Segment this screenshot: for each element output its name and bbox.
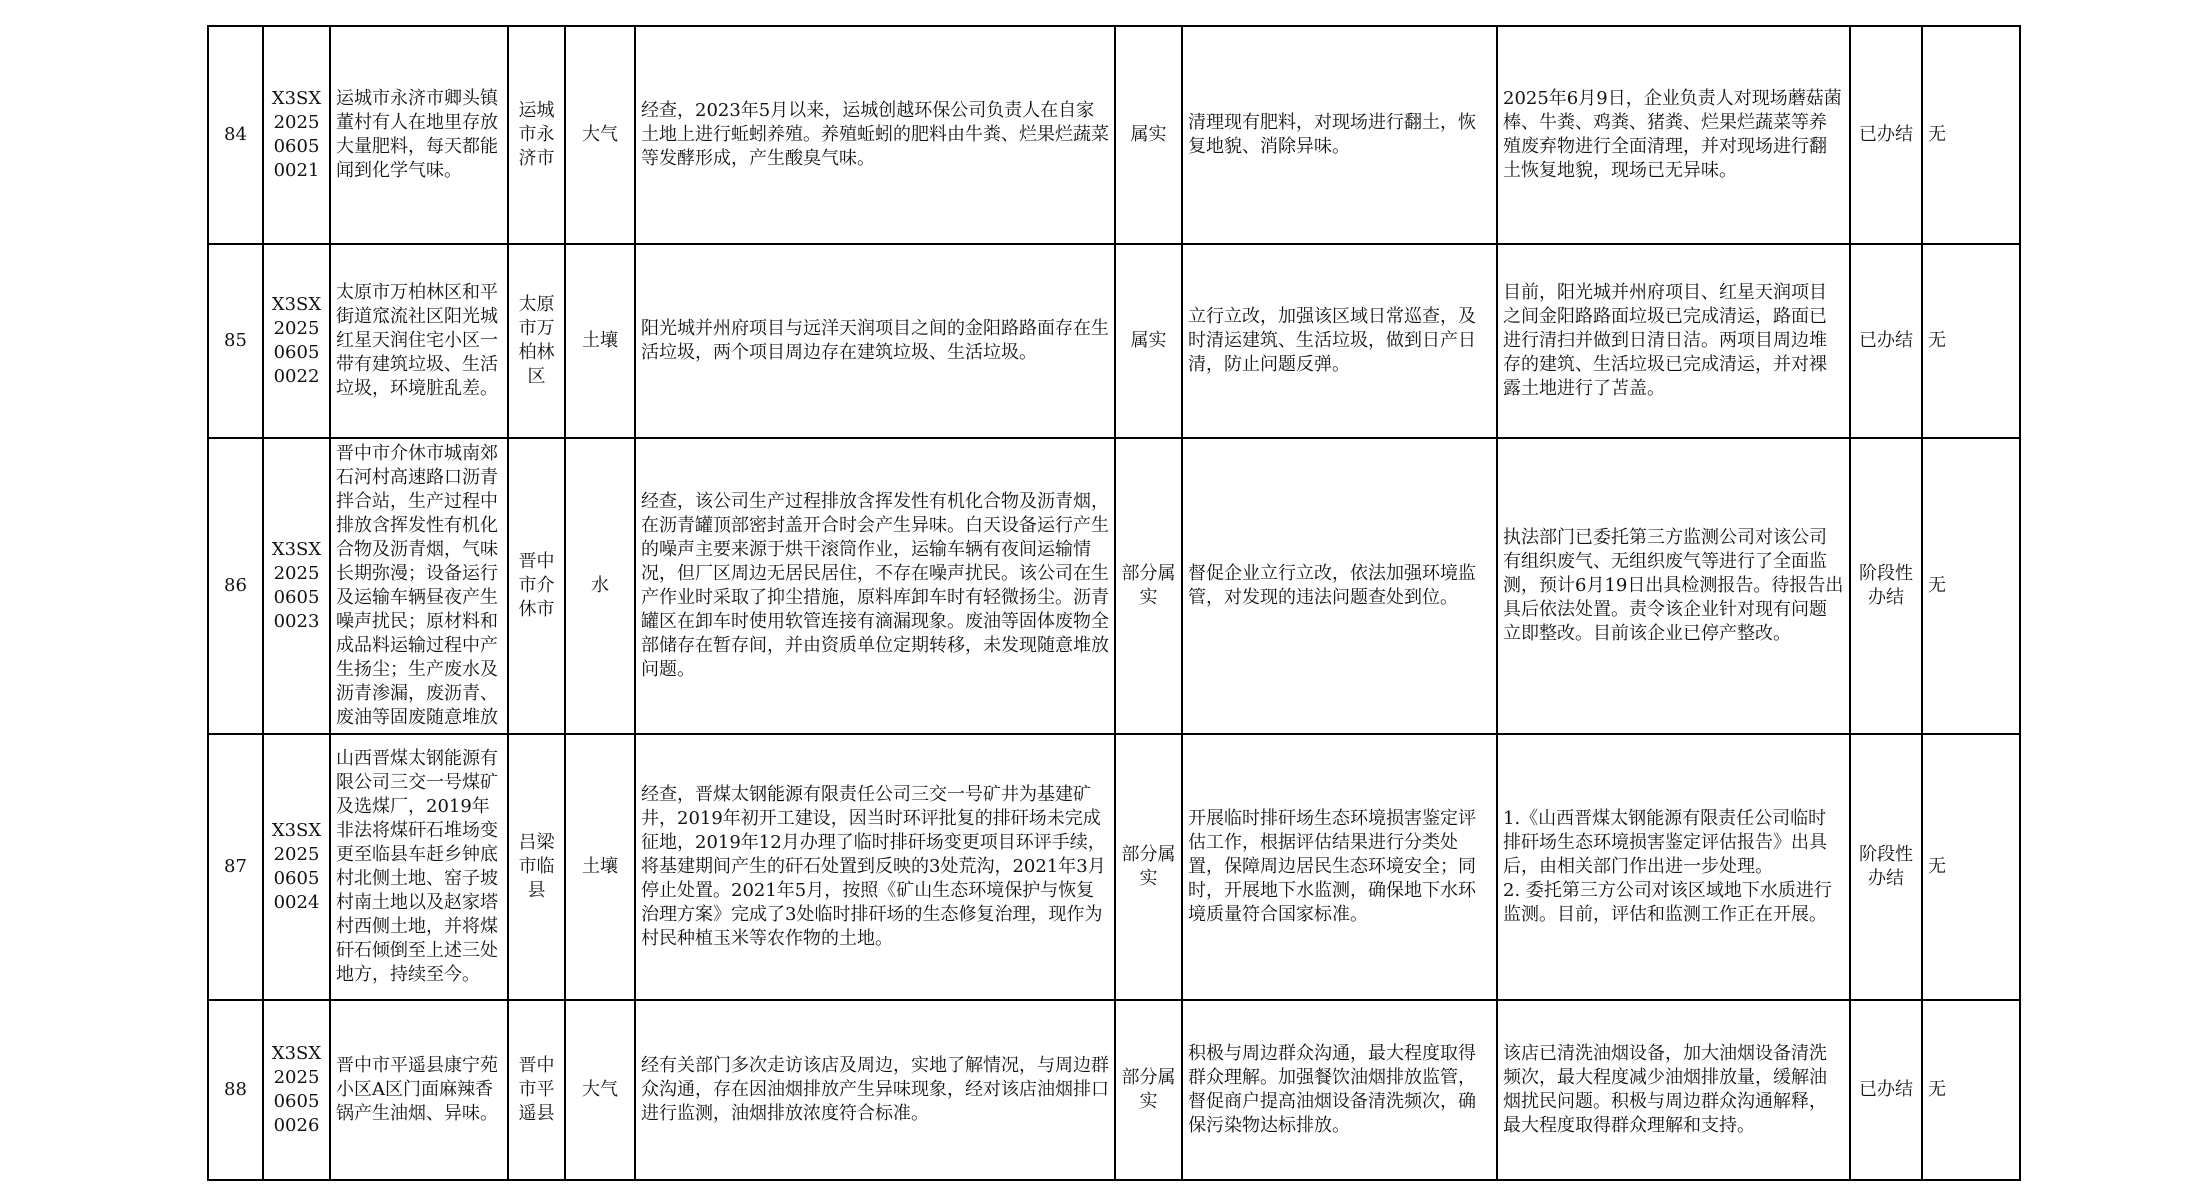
seq-cell: 88 <box>208 1000 263 1180</box>
table-row <box>208 244 2020 438</box>
measures-cell: 清理现有肥料，对现场进行翻土，恢复地貌、消除异味。 <box>1182 26 1497 244</box>
status-cell: 已办结 <box>1850 1000 1922 1180</box>
code-cell: X3SX20250605 0021 <box>263 26 330 244</box>
measures-cell: 督促企业立行立改，依法加强环境监管，对发现的违法问题查处到位。 <box>1182 438 1497 734</box>
seq-cell: 85 <box>208 244 263 438</box>
investigation-cell: 经查，该公司生产过程排放含挥发性有机化合物及沥青烟，在沥青罐顶部密封盖开合时会产生异味。白天设备运行产生的噪声主要来源于烘干滚筒作业，运输车辆有夜间运输情况，但厂区周边无居民居住，不存在噪声扰民。该公司在生产作业时采取了抑尘措施，原料库卸车时有轻微扬尘。沥青罐区在卸车时使用软管连接有滴漏现象。废油等固体废物全部储存在暂存间，并由资质单位定期转移，未发现随意堆放问题。 <box>635 438 1115 734</box>
verdict-cell: 部分属实 <box>1115 1000 1182 1180</box>
verdict-cell: 属实 <box>1115 26 1182 244</box>
code-cell: X3SX20250605 0023 <box>263 438 330 734</box>
status-cell: 阶段性办结 <box>1850 734 1922 1000</box>
progress-cell: 目前，阳光城并州府项目、红星天润项目之间金阳路路面垃圾已完成清运，路面已进行清扫并做到日清日洁。两项目周边堆存的建筑、生活垃圾已完成清运，并对裸露土地进行了苫盖。 <box>1497 244 1850 438</box>
district-cell: 运城市永济市 <box>508 26 565 244</box>
note-cell: 无 <box>1922 734 2020 1000</box>
investigation-cell: 经有关部门多次走访该店及周边，实地了解情况，与周边群众沟通，存在因油烟排放产生异味现象，经对该店油烟排口进行监测，油烟排放浓度符合标准。 <box>635 1000 1115 1180</box>
note-cell: 无 <box>1922 1000 2020 1180</box>
verdict-cell: 部分属实 <box>1115 438 1182 734</box>
measures-cell: 积极与周边群众沟通，最大程度取得群众理解。加强餐饮油烟排放监管，督促商户提高油烟设备清洗频次，确保污染物达标排放。 <box>1182 1000 1497 1180</box>
progress-cell: 该店已清洗油烟设备，加大油烟设备清洗频次，最大程度减少油烟排放量，缓解油烟扰民问题。积极与周边群众沟通解释，最大程度取得群众理解和支持。 <box>1497 1000 1850 1180</box>
progress-cell: 1.《山西晋煤太钢能源有限责任公司临时排矸场生态环境损害鉴定评估报告》出具后，由相关部门作出进一步处理。 2. 委托第三方公司对该区域地下水质进行监测。目前，评估和监测工作正在开展。 <box>1497 734 1850 1000</box>
code-cell: X3SX20250605 0022 <box>263 244 330 438</box>
measures-cell: 开展临时排矸场生态环境损害鉴定评估工作，根据评估结果进行分类处置，保障周边居民生态环境安全；同时，开展地下水监测，确保地下水环境质量符合国家标准。 <box>1182 734 1497 1000</box>
table-row <box>208 438 2020 734</box>
status-cell: 阶段性办结 <box>1850 438 1922 734</box>
status-cell: 已办结 <box>1850 26 1922 244</box>
table-row <box>208 26 2020 244</box>
table-row <box>208 1000 2020 1180</box>
investigation-cell: 经查，2023年5月以来，运城创越环保公司负责人在自家土地上进行蚯蚓养殖。养殖蚯蚓的肥料由牛粪、烂果烂蔬菜等发酵形成，产生酸臭气味。 <box>635 26 1115 244</box>
pollution-type-cell: 大气 <box>565 1000 635 1180</box>
complaint-cell: 运城市永济市卿头镇董村有人在地里存放大量肥料，每天都能闻到化学气味。 <box>330 26 508 244</box>
status-cell: 已办结 <box>1850 244 1922 438</box>
code-cell: X3SX20250605 0024 <box>263 734 330 1000</box>
complaint-cell: 晋中市介休市城南郊石河村高速路口沥青拌合站，生产过程中排放含挥发性有机化合物及沥青烟，气味长期弥漫；设备运行及运输车辆昼夜产生噪声扰民；原材料和成品料运输过程中产生扬尘；生产废水及沥青渗漏，废沥青、废油等固废随意堆放 <box>330 438 508 734</box>
district-cell: 吕梁市临县 <box>508 734 565 1000</box>
complaint-table <box>207 25 2021 1181</box>
pollution-type-cell: 水 <box>565 438 635 734</box>
pollution-type-cell: 土壤 <box>565 734 635 1000</box>
code-cell: X3SX20250605 0026 <box>263 1000 330 1180</box>
pollution-type-cell: 大气 <box>565 26 635 244</box>
note-cell: 无 <box>1922 438 2020 734</box>
progress-cell: 2025年6月9日，企业负责人对现场蘑菇菌棒、牛粪、鸡粪、猪粪、烂果烂蔬菜等养殖废弃物进行全面清理，并对现场进行翻土恢复地貌，现场已无异味。 <box>1497 26 1850 244</box>
district-cell: 晋中市介休市 <box>508 438 565 734</box>
complaint-cell: 晋中市平遥县康宁苑小区A区门面麻辣香锅产生油烟、异味。 <box>330 1000 508 1180</box>
seq-cell: 86 <box>208 438 263 734</box>
verdict-cell: 属实 <box>1115 244 1182 438</box>
measures-cell: 立行立改，加强该区域日常巡查，及时清运建筑、生活垃圾，做到日产日清，防止问题反弹。 <box>1182 244 1497 438</box>
progress-cell: 执法部门已委托第三方监测公司对该公司有组织废气、无组织废气等进行了全面监测，预计6月19日出具检测报告。待报告出具后依法处置。责令该企业针对现有问题立即整改。目前该企业已停产整改。 <box>1497 438 1850 734</box>
note-cell: 无 <box>1922 244 2020 438</box>
verdict-cell: 部分属实 <box>1115 734 1182 1000</box>
pollution-type-cell: 土壤 <box>565 244 635 438</box>
complaint-cell: 山西晋煤太钢能源有限公司三交一号煤矿及选煤厂，2019年非法将煤矸石堆场变更至临县车赶乡钟底村北侧土地、窑子坡村南土地以及赵家塔村西侧土地，并将煤矸石倾倒至上述三处地方，持续至今。 <box>330 734 508 1000</box>
complaint-cell: 太原市万柏林区和平街道窊流社区阳光城红星天润住宅小区一带有建筑垃圾、生活垃圾，环境脏乱差。 <box>330 244 508 438</box>
district-cell: 太原市万柏林区 <box>508 244 565 438</box>
seq-cell: 87 <box>208 734 263 1000</box>
investigation-cell: 经查，晋煤太钢能源有限责任公司三交一号矿井为基建矿井，2019年初开工建设，因当时环评批复的排矸场未完成征地，2019年12月办理了临时排矸场变更项目环评手续，将基建期间产生的矸石处置到反映的3处荒沟，2021年3月停止处置。2021年5月，按照《矿山生态环境保护与恢复治理方案》完成了3处临时排矸场的生态修复治理，现作为村民种植玉米等农作物的土地。 <box>635 734 1115 1000</box>
investigation-cell: 阳光城并州府项目与远洋天润项目之间的金阳路路面存在生活垃圾，两个项目周边存在建筑垃圾、生活垃圾。 <box>635 244 1115 438</box>
seq-cell: 84 <box>208 26 263 244</box>
note-cell: 无 <box>1922 26 2020 244</box>
district-cell: 晋中市平遥县 <box>508 1000 565 1180</box>
table-row <box>208 734 2020 1000</box>
